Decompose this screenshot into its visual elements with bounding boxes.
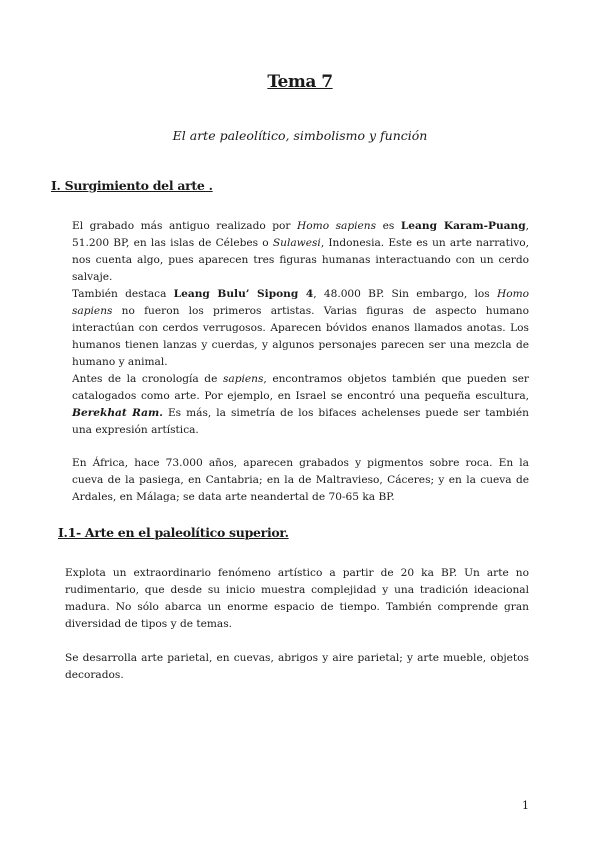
paragraph-leang-karam bbox=[72, 218, 529, 286]
site-name: Leang Bulu’ Sipong 4 bbox=[173, 288, 314, 300]
paragraph-text: Es más, la simetría de los bifaces achelenses puede ser también una expresión artística. bbox=[72, 407, 529, 436]
species-name: Homo sapiens bbox=[297, 220, 377, 232]
place-name: Sulawesi bbox=[272, 237, 321, 249]
paragraph-africa bbox=[72, 455, 529, 506]
site-name: Leang Karam-Puang bbox=[400, 220, 526, 232]
section-heading-paleolitico-superior: I.1- Arte en el paleolítico superior. bbox=[58, 525, 289, 540]
site-name: Berekhat Ram. bbox=[72, 407, 163, 419]
species-name: sapiens bbox=[222, 373, 264, 385]
paragraph-text: Antes de la cronología de bbox=[72, 373, 223, 385]
paragraph-text: Se desarrolla arte parietal, en cuevas, abrigos y aire parietal; y arte mueble, objetos decorados. bbox=[65, 652, 529, 681]
paragraph-text: , encontramos objetos también que pueden ser catalogados como arte. Por ejemplo, en Israel se encontró una pequeña escultura, bbox=[72, 373, 529, 402]
paragraph-fenomeno-artistico bbox=[65, 565, 529, 633]
paragraph-berekhat-ram bbox=[72, 371, 529, 439]
page-number: 1 bbox=[522, 799, 529, 812]
paragraph-text: , 48.000 BP. Sin embargo, los bbox=[313, 288, 497, 300]
paragraph-text: En África, hace 73.000 años, aparecen grabados y pigmentos sobre roca. En la cueva de la pasiega, en Cantabria; en la de Maltravieso, Cáceres; y en la cueva de Ardales, en Málaga; se data arte neandertal de 70-65 ka BP. bbox=[72, 457, 529, 503]
paragraph-text: , Indonesia. Este es un arte narrativo, nos cuenta algo, pues aparecen tres figuras humanas interactuando con un cerdo salvaje. bbox=[72, 237, 529, 283]
paragraph-arte-parietal bbox=[65, 650, 529, 684]
species-name: Homo sapiens bbox=[72, 288, 529, 317]
paragraph-text: Explota un extraordinario fenómeno artístico a partir de 20 ka BP. Un arte no rudimentario, que desde su inicio muestra complejidad y una tradición ideacional madura. No sólo abarca un enorme espacio de tiempo. También comprende gran diversidad de tipos y de temas. bbox=[65, 567, 529, 630]
paragraph-text: es bbox=[376, 220, 401, 232]
paragraph-text: El grabado más antiguo realizado por bbox=[72, 220, 298, 232]
paragraph-text: no fueron los primeros artistas. Varias figuras de aspecto humano interactúan con cerdos verrugosos. Aparecen bóvidos enanos llamados anotas. Los humanos tienen lanzas y cuerdas, y algunos personajes parecen ser una mezcla de humano y animal. bbox=[72, 305, 529, 368]
paragraph-leang-bulu bbox=[72, 286, 529, 371]
section-heading-surgimiento: I. Surgimiento del arte . bbox=[51, 178, 213, 193]
document-subtitle: El arte paleolítico, simbolismo y función bbox=[172, 128, 428, 143]
paragraph-text: , 51.200 BP, en las islas de Célebes o bbox=[72, 220, 530, 249]
paragraph-text: También destaca bbox=[72, 288, 174, 300]
document-title: Tema 7 bbox=[267, 72, 333, 92]
